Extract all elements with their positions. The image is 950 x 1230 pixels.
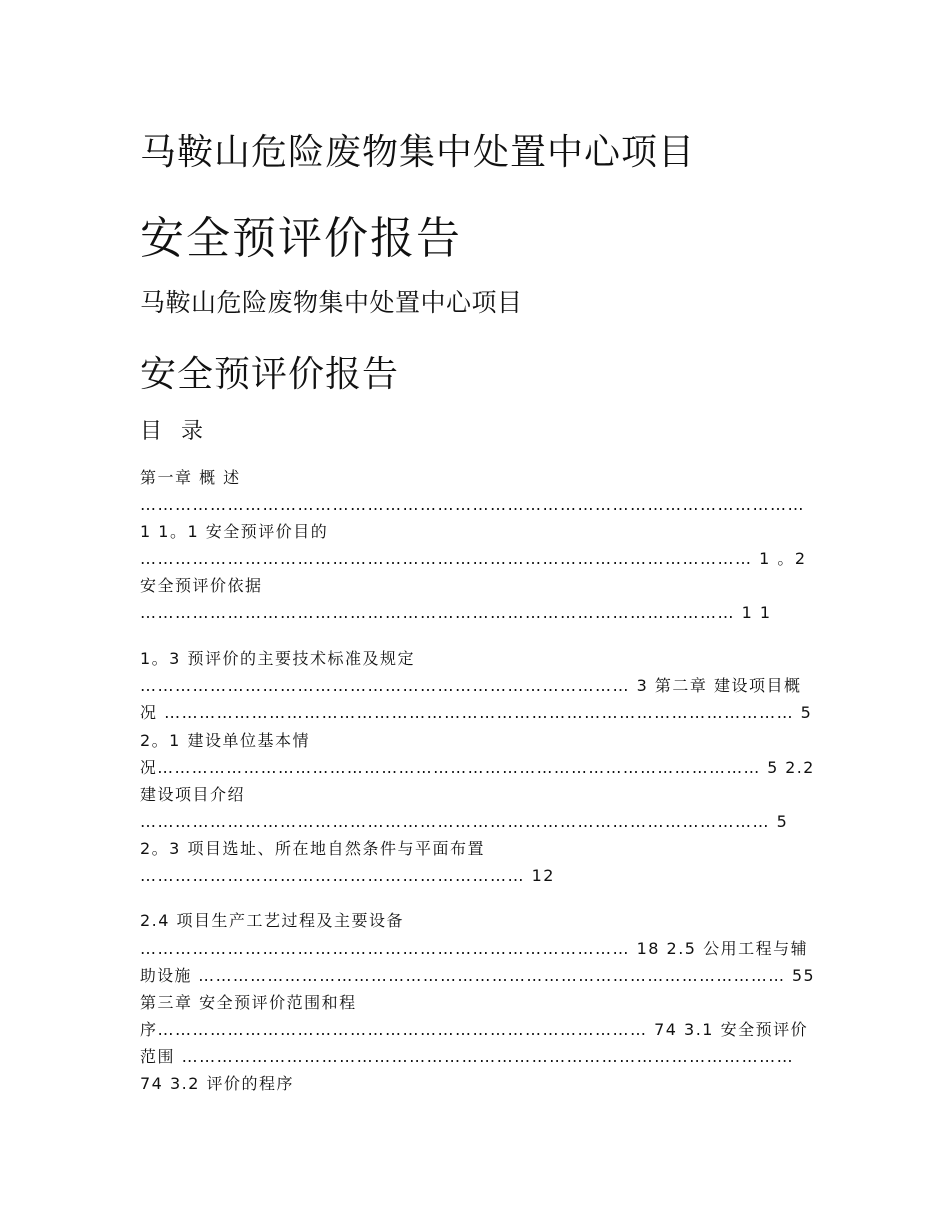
- toc-line: ………………………………………………………… 12: [140, 866, 555, 885]
- document-subtitle-repeat: 安全预评价报告: [140, 354, 400, 395]
- toc-line: ………………………………………………………………………… 3 第二章 建设项目概: [140, 676, 802, 695]
- toc-line: 2.4 项目生产工艺过程及主要设备: [140, 911, 405, 930]
- document-subtitle: 安全预评价报告: [140, 213, 462, 264]
- toc-line: ………………………………………………………………………………………… 1 1: [140, 603, 772, 622]
- toc-line: ……………………………………………………………………………………………………: [140, 495, 805, 514]
- toc-line: …………………………………………………………………………………………… 1 。2: [140, 549, 807, 568]
- toc-line: 第三章 安全预评价范围和程: [140, 993, 357, 1012]
- toc-line: 建设项目介绍: [140, 785, 246, 804]
- toc-line: 2。1 建设单位基本情: [140, 731, 310, 750]
- toc-line: 2。3 项目选址、所在地自然条件与平面布置: [140, 839, 485, 858]
- toc-line: 1。3 预评价的主要技术标准及规定: [140, 649, 415, 668]
- toc-line: 序………………………………………………………………………… 74 3.1 安全预评价: [140, 1020, 809, 1039]
- toc-line: 安全预评价依据: [140, 576, 263, 595]
- toc-line: ……………………………………………………………………………………………… 5: [140, 812, 789, 831]
- toc-line: 范围 ……………………………………………………………………………………………: [140, 1047, 795, 1066]
- document-title-repeat: 马鞍山危险废物集中处置中心项目: [140, 288, 523, 317]
- toc-line: 74 3.2 评价的程序: [140, 1074, 294, 1093]
- document-page: [140, 0, 820, 1230]
- toc-heading: 目 录: [140, 419, 209, 444]
- toc-line: 况…………………………………………………………………………………………… 5 2.2: [140, 758, 815, 777]
- toc-line: 第一章 概 述: [140, 468, 241, 487]
- toc-line: 况 ……………………………………………………………………………………………… 5: [140, 703, 813, 722]
- toc-line: ………………………………………………………………………… 18 2.5 公用工程与辅: [140, 939, 809, 958]
- document-title: 马鞍山危险废物集中处置中心项目: [140, 132, 696, 173]
- toc-line: 助设施 ………………………………………………………………………………………… 55: [140, 966, 816, 985]
- toc-line: 1 1。1 安全预评价目的: [140, 522, 329, 541]
